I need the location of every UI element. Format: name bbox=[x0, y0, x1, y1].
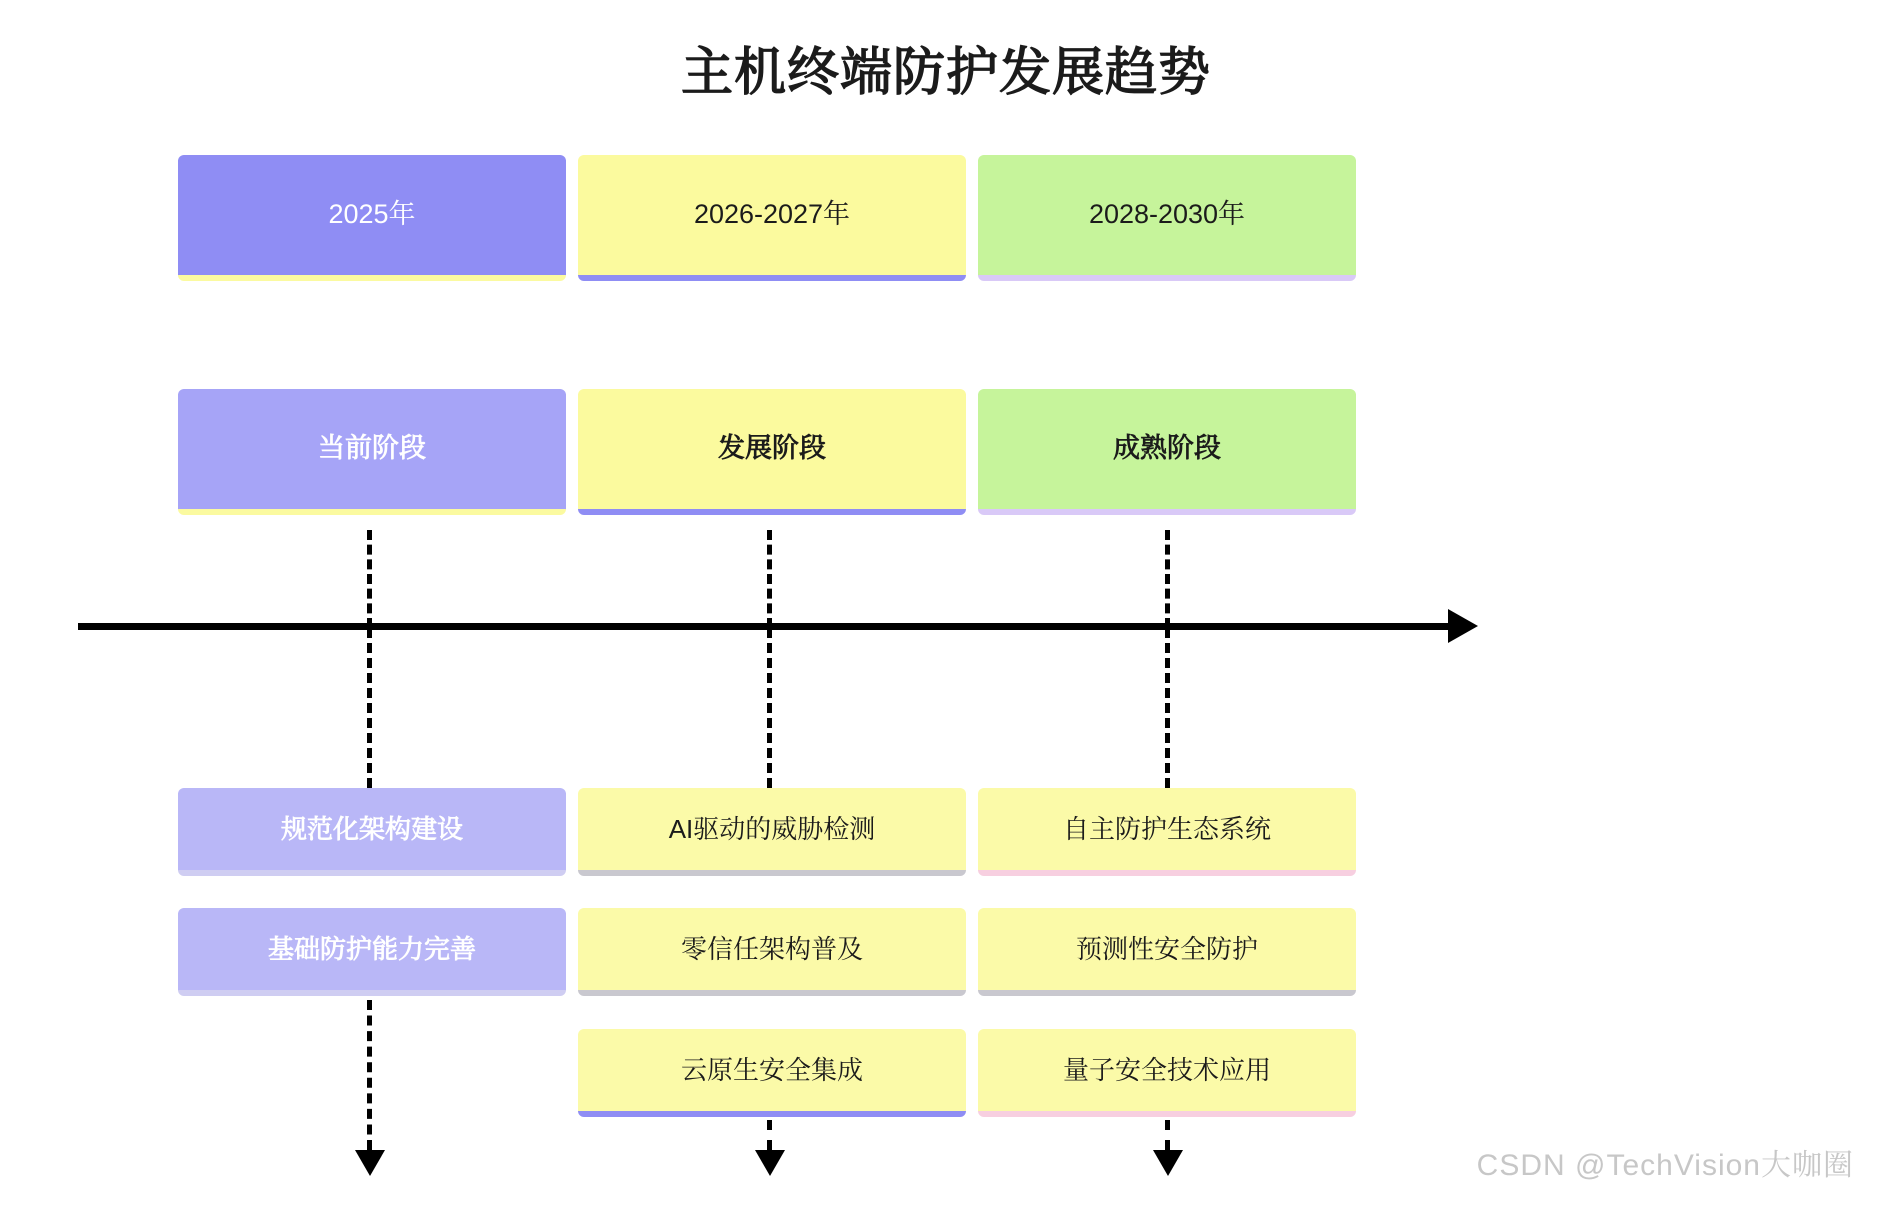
connector-lower-col1 bbox=[367, 628, 372, 788]
connector-tail-col2 bbox=[767, 1120, 772, 1150]
connector-tail-col1 bbox=[367, 1000, 372, 1150]
item-card-col1-2[interactable]: 基础防护能力完善 bbox=[178, 908, 566, 996]
arrow-down-col1 bbox=[355, 1150, 385, 1176]
page-title: 主机终端防护发展趋势 bbox=[680, 44, 1211, 102]
connector-upper-col3 bbox=[1165, 530, 1170, 628]
phase-card-mature[interactable]: 成熟阶段 bbox=[978, 389, 1356, 515]
era-card-2026-2027[interactable]: 2026-2027年 bbox=[578, 155, 966, 281]
connector-lower-col3 bbox=[1165, 628, 1170, 788]
era-card-2028-2030[interactable]: 2028-2030年 bbox=[978, 155, 1356, 281]
era-card-2025[interactable]: 2025年 bbox=[178, 155, 566, 281]
arrow-down-col2 bbox=[755, 1150, 785, 1176]
item-card-col3-3[interactable]: 量子安全技术应用 bbox=[978, 1029, 1356, 1117]
connector-upper-col2 bbox=[767, 530, 772, 628]
item-card-col3-1[interactable]: 自主防护生态系统 bbox=[978, 788, 1356, 876]
arrow-down-col3 bbox=[1153, 1150, 1183, 1176]
item-card-col2-1[interactable]: AI驱动的威胁检测 bbox=[578, 788, 966, 876]
item-card-col3-2[interactable]: 预测性安全防护 bbox=[978, 908, 1356, 996]
watermark: CSDN @TechVision大咖圈 bbox=[1476, 1149, 1854, 1182]
timeline-arrow-icon bbox=[1448, 609, 1478, 643]
item-card-col1-1[interactable]: 规范化架构建设 bbox=[178, 788, 566, 876]
item-card-col2-2[interactable]: 零信任架构普及 bbox=[578, 908, 966, 996]
connector-lower-col2 bbox=[767, 628, 772, 788]
item-card-col2-3[interactable]: 云原生安全集成 bbox=[578, 1029, 966, 1117]
connector-tail-col3 bbox=[1165, 1120, 1170, 1150]
connector-upper-col1 bbox=[367, 530, 372, 628]
phase-card-development[interactable]: 发展阶段 bbox=[578, 389, 966, 515]
phase-card-current[interactable]: 当前阶段 bbox=[178, 389, 566, 515]
